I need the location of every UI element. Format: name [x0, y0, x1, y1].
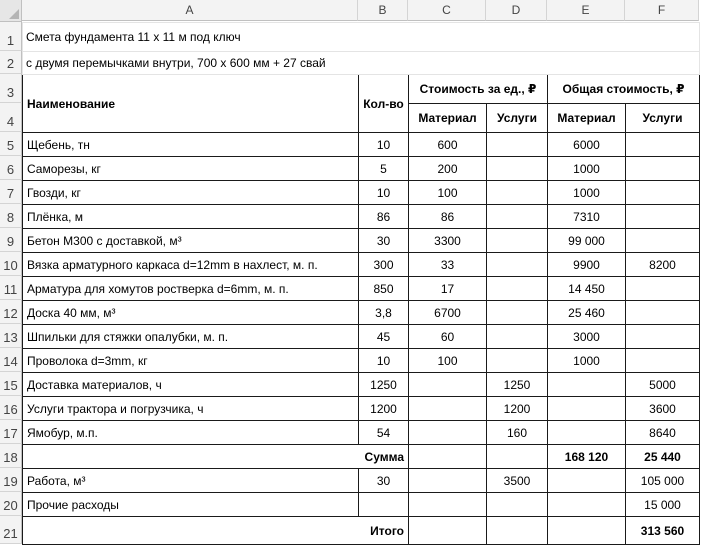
row-header-6[interactable]: 6 [0, 156, 22, 180]
row-header-21[interactable]: 21 [0, 516, 22, 544]
row-header-12[interactable]: 12 [0, 300, 22, 324]
item-unit-services-cell[interactable] [487, 325, 548, 349]
item-total-services-cell[interactable]: 5000 [626, 373, 700, 397]
column-headers [22, 0, 705, 21]
table-row [23, 133, 700, 157]
work-total-material-cell[interactable] [548, 469, 626, 493]
select-all-corner[interactable] [0, 0, 22, 22]
item-total-material-cell[interactable]: 1000 [548, 181, 626, 205]
item-unit-material-cell[interactable]: 600 [409, 133, 487, 157]
table-row [23, 517, 700, 545]
row-header-15[interactable]: 15 [0, 372, 22, 396]
item-qty-cell[interactable]: 1200 [359, 397, 409, 421]
total-total-services-cell[interactable]: 313 560 [626, 517, 700, 545]
row-header-1[interactable]: 1 [0, 22, 22, 51]
table-row [23, 421, 700, 445]
item-unit-services-cell[interactable]: 160 [487, 421, 548, 445]
item-unit-services-cell[interactable] [487, 349, 548, 373]
item-total-material-cell[interactable]: 1000 [548, 157, 626, 181]
item-qty-cell[interactable]: 10 [359, 349, 409, 373]
item-unit-material-cell[interactable]: 200 [409, 157, 487, 181]
item-unit-services-cell[interactable] [487, 157, 548, 181]
sheet-title-cell[interactable]: Смета фундамента 11 х 11 м под ключ [23, 23, 700, 52]
item-unit-material-cell[interactable]: 6700 [409, 301, 487, 325]
item-total-material-cell[interactable]: 9900 [548, 253, 626, 277]
item-total-material-cell[interactable]: 99 000 [548, 229, 626, 253]
item-total-material-cell[interactable]: 25 460 [548, 301, 626, 325]
item-unit-services-cell[interactable] [487, 205, 548, 229]
item-unit-material-cell[interactable]: 3300 [409, 229, 487, 253]
table-row [23, 181, 700, 205]
item-name-cell[interactable]: Шпильки для стяжки опалубки, м. п. [23, 325, 359, 349]
item-total-services-cell[interactable] [626, 133, 700, 157]
row-header-3[interactable]: 3 [0, 74, 22, 103]
total-unit-material-cell[interactable] [409, 517, 487, 545]
row-header-13[interactable]: 13 [0, 324, 22, 348]
work-qty-cell[interactable]: 30 [359, 469, 409, 493]
table-row [23, 229, 700, 253]
item-total-services-cell[interactable]: 8200 [626, 253, 700, 277]
item-unit-material-cell[interactable]: 86 [409, 205, 487, 229]
table-row [23, 493, 700, 517]
row-header-20[interactable]: 20 [0, 492, 22, 516]
total-label-cell[interactable]: Итого [23, 517, 409, 545]
table-row [23, 325, 700, 349]
item-name-cell[interactable]: Доставка материалов, ч [23, 373, 359, 397]
work-unit-material-cell[interactable] [409, 469, 487, 493]
table-row [23, 157, 700, 181]
item-name-cell[interactable]: Вязка арматурного каркаса d=12mm в нахлест, м. п. [23, 253, 359, 277]
item-total-services-cell[interactable] [626, 277, 700, 301]
item-total-services-cell[interactable] [626, 349, 700, 373]
header-name-cell[interactable]: Наименование [23, 75, 359, 133]
item-name-cell[interactable]: Услуги трактора и погрузчика, ч [23, 397, 359, 421]
column-header-e[interactable]: E [547, 0, 625, 21]
work-unit-services-cell[interactable]: 3500 [487, 469, 548, 493]
header-unit-material-cell[interactable]: Материал [409, 104, 487, 133]
item-total-services-cell[interactable] [626, 325, 700, 349]
item-total-services-cell[interactable] [626, 301, 700, 325]
column-header-b[interactable]: B [358, 0, 408, 21]
row-header-19[interactable]: 19 [0, 468, 22, 492]
item-unit-services-cell[interactable] [487, 133, 548, 157]
item-unit-material-cell[interactable]: 100 [409, 349, 487, 373]
item-total-services-cell[interactable]: 8640 [626, 421, 700, 445]
item-qty-cell[interactable]: 54 [359, 421, 409, 445]
total-unit-services-cell[interactable] [487, 517, 548, 545]
item-unit-material-cell[interactable]: 17 [409, 277, 487, 301]
other-total-services-cell[interactable]: 15 000 [626, 493, 700, 517]
item-unit-services-cell[interactable] [487, 253, 548, 277]
row-header-10[interactable]: 10 [0, 252, 22, 276]
row-header-11[interactable]: 11 [0, 276, 22, 300]
table-row [23, 301, 700, 325]
table-row [23, 445, 700, 469]
table-row [23, 349, 700, 373]
item-total-material-cell[interactable]: 6000 [548, 133, 626, 157]
item-unit-material-cell[interactable]: 100 [409, 181, 487, 205]
column-header-a[interactable]: A [22, 0, 358, 21]
row-headers [0, 22, 22, 544]
table-row [23, 373, 700, 397]
item-qty-cell[interactable]: 30 [359, 229, 409, 253]
item-qty-cell[interactable]: 1250 [359, 373, 409, 397]
item-total-material-cell[interactable] [548, 397, 626, 421]
sum-total-material-cell[interactable]: 168 120 [548, 445, 626, 469]
item-total-material-cell[interactable]: 7310 [548, 205, 626, 229]
sum-unit-services-cell[interactable] [487, 445, 548, 469]
item-unit-services-cell[interactable]: 1200 [487, 397, 548, 421]
item-total-services-cell[interactable] [626, 205, 700, 229]
row-header-4[interactable]: 4 [0, 103, 22, 132]
header-total-cost-cell[interactable]: Общая стоимость, ₽ [548, 75, 700, 104]
item-qty-cell[interactable]: 10 [359, 181, 409, 205]
item-qty-cell[interactable]: 45 [359, 325, 409, 349]
row-header-16[interactable]: 16 [0, 396, 22, 420]
item-qty-cell[interactable]: 3,8 [359, 301, 409, 325]
item-name-cell[interactable]: Бетон М300 с доставкой, м³ [23, 229, 359, 253]
row-header-2[interactable]: 2 [0, 51, 22, 74]
other-unit-services-cell[interactable] [487, 493, 548, 517]
row-header-14[interactable]: 14 [0, 348, 22, 372]
other-name-cell[interactable]: Прочие расходы [23, 493, 359, 517]
row-header-5[interactable]: 5 [0, 132, 22, 156]
header-qty-cell[interactable]: Кол-во [359, 75, 409, 133]
work-name-cell[interactable]: Работа, м³ [23, 469, 359, 493]
item-unit-material-cell[interactable] [409, 421, 487, 445]
item-unit-services-cell[interactable] [487, 277, 548, 301]
item-unit-services-cell[interactable] [487, 301, 548, 325]
item-name-cell[interactable]: Проволока d=3mm, кг [23, 349, 359, 373]
sheet-subtitle-cell[interactable]: с двумя перемычками внутри, 700 х 600 мм + 27 свай [23, 52, 700, 75]
item-unit-material-cell[interactable]: 60 [409, 325, 487, 349]
item-total-services-cell[interactable]: 3600 [626, 397, 700, 421]
other-qty-cell[interactable] [359, 493, 409, 517]
item-qty-cell[interactable]: 300 [359, 253, 409, 277]
table-row [23, 469, 700, 493]
item-total-services-cell[interactable] [626, 181, 700, 205]
item-unit-services-cell[interactable] [487, 181, 548, 205]
item-name-cell[interactable]: Гвозди, кг [23, 181, 359, 205]
table-row [23, 277, 700, 301]
item-unit-services-cell[interactable]: 1250 [487, 373, 548, 397]
table-row [23, 253, 700, 277]
header-unit-cost-cell[interactable]: Стоимость за ед., ₽ [409, 75, 548, 104]
row-header-17[interactable]: 17 [0, 420, 22, 444]
item-qty-cell[interactable]: 850 [359, 277, 409, 301]
sum-total-services-cell[interactable]: 25 440 [626, 445, 700, 469]
row-header-7[interactable]: 7 [0, 180, 22, 204]
item-qty-cell[interactable]: 86 [359, 205, 409, 229]
item-unit-material-cell[interactable]: 33 [409, 253, 487, 277]
item-total-material-cell[interactable]: 1000 [548, 349, 626, 373]
work-total-services-cell[interactable]: 105 000 [626, 469, 700, 493]
item-total-services-cell[interactable] [626, 157, 700, 181]
item-name-cell[interactable]: Доска 40 мм, м³ [23, 301, 359, 325]
column-header-d[interactable]: D [486, 0, 547, 21]
other-unit-material-cell[interactable] [409, 493, 487, 517]
row-header-9[interactable]: 9 [0, 228, 22, 252]
item-unit-services-cell[interactable] [487, 229, 548, 253]
item-unit-material-cell[interactable] [409, 373, 487, 397]
item-total-material-cell[interactable] [548, 421, 626, 445]
sum-unit-material-cell[interactable] [409, 445, 487, 469]
column-header-c[interactable]: C [408, 0, 486, 21]
item-unit-material-cell[interactable] [409, 397, 487, 421]
row-header-18[interactable]: 18 [0, 444, 22, 468]
item-total-material-cell[interactable]: 14 450 [548, 277, 626, 301]
other-total-material-cell[interactable] [548, 493, 626, 517]
item-qty-cell[interactable]: 10 [359, 133, 409, 157]
item-name-cell[interactable]: Арматура для хомутов ростверка d=6mm, м. п. [23, 277, 359, 301]
item-name-cell[interactable]: Плёнка, м [23, 205, 359, 229]
header-total-services-cell[interactable]: Услуги [626, 104, 700, 133]
item-name-cell[interactable]: Щебень, тн [23, 133, 359, 157]
item-total-services-cell[interactable] [626, 229, 700, 253]
table-row [23, 205, 700, 229]
row-header-8[interactable]: 8 [0, 204, 22, 228]
item-qty-cell[interactable]: 5 [359, 157, 409, 181]
item-total-material-cell[interactable] [548, 373, 626, 397]
item-total-material-cell[interactable]: 3000 [548, 325, 626, 349]
header-total-material-cell[interactable]: Материал [548, 104, 626, 133]
item-name-cell[interactable]: Саморезы, кг [23, 157, 359, 181]
item-name-cell[interactable]: Ямобур, м.п. [23, 421, 359, 445]
sheet-grid [22, 22, 700, 545]
sum-label-cell[interactable]: Сумма [23, 445, 409, 469]
header-unit-services-cell[interactable]: Услуги [487, 104, 548, 133]
table-row [23, 397, 700, 421]
column-header-f[interactable]: F [625, 0, 699, 21]
total-total-material-cell[interactable] [548, 517, 626, 545]
